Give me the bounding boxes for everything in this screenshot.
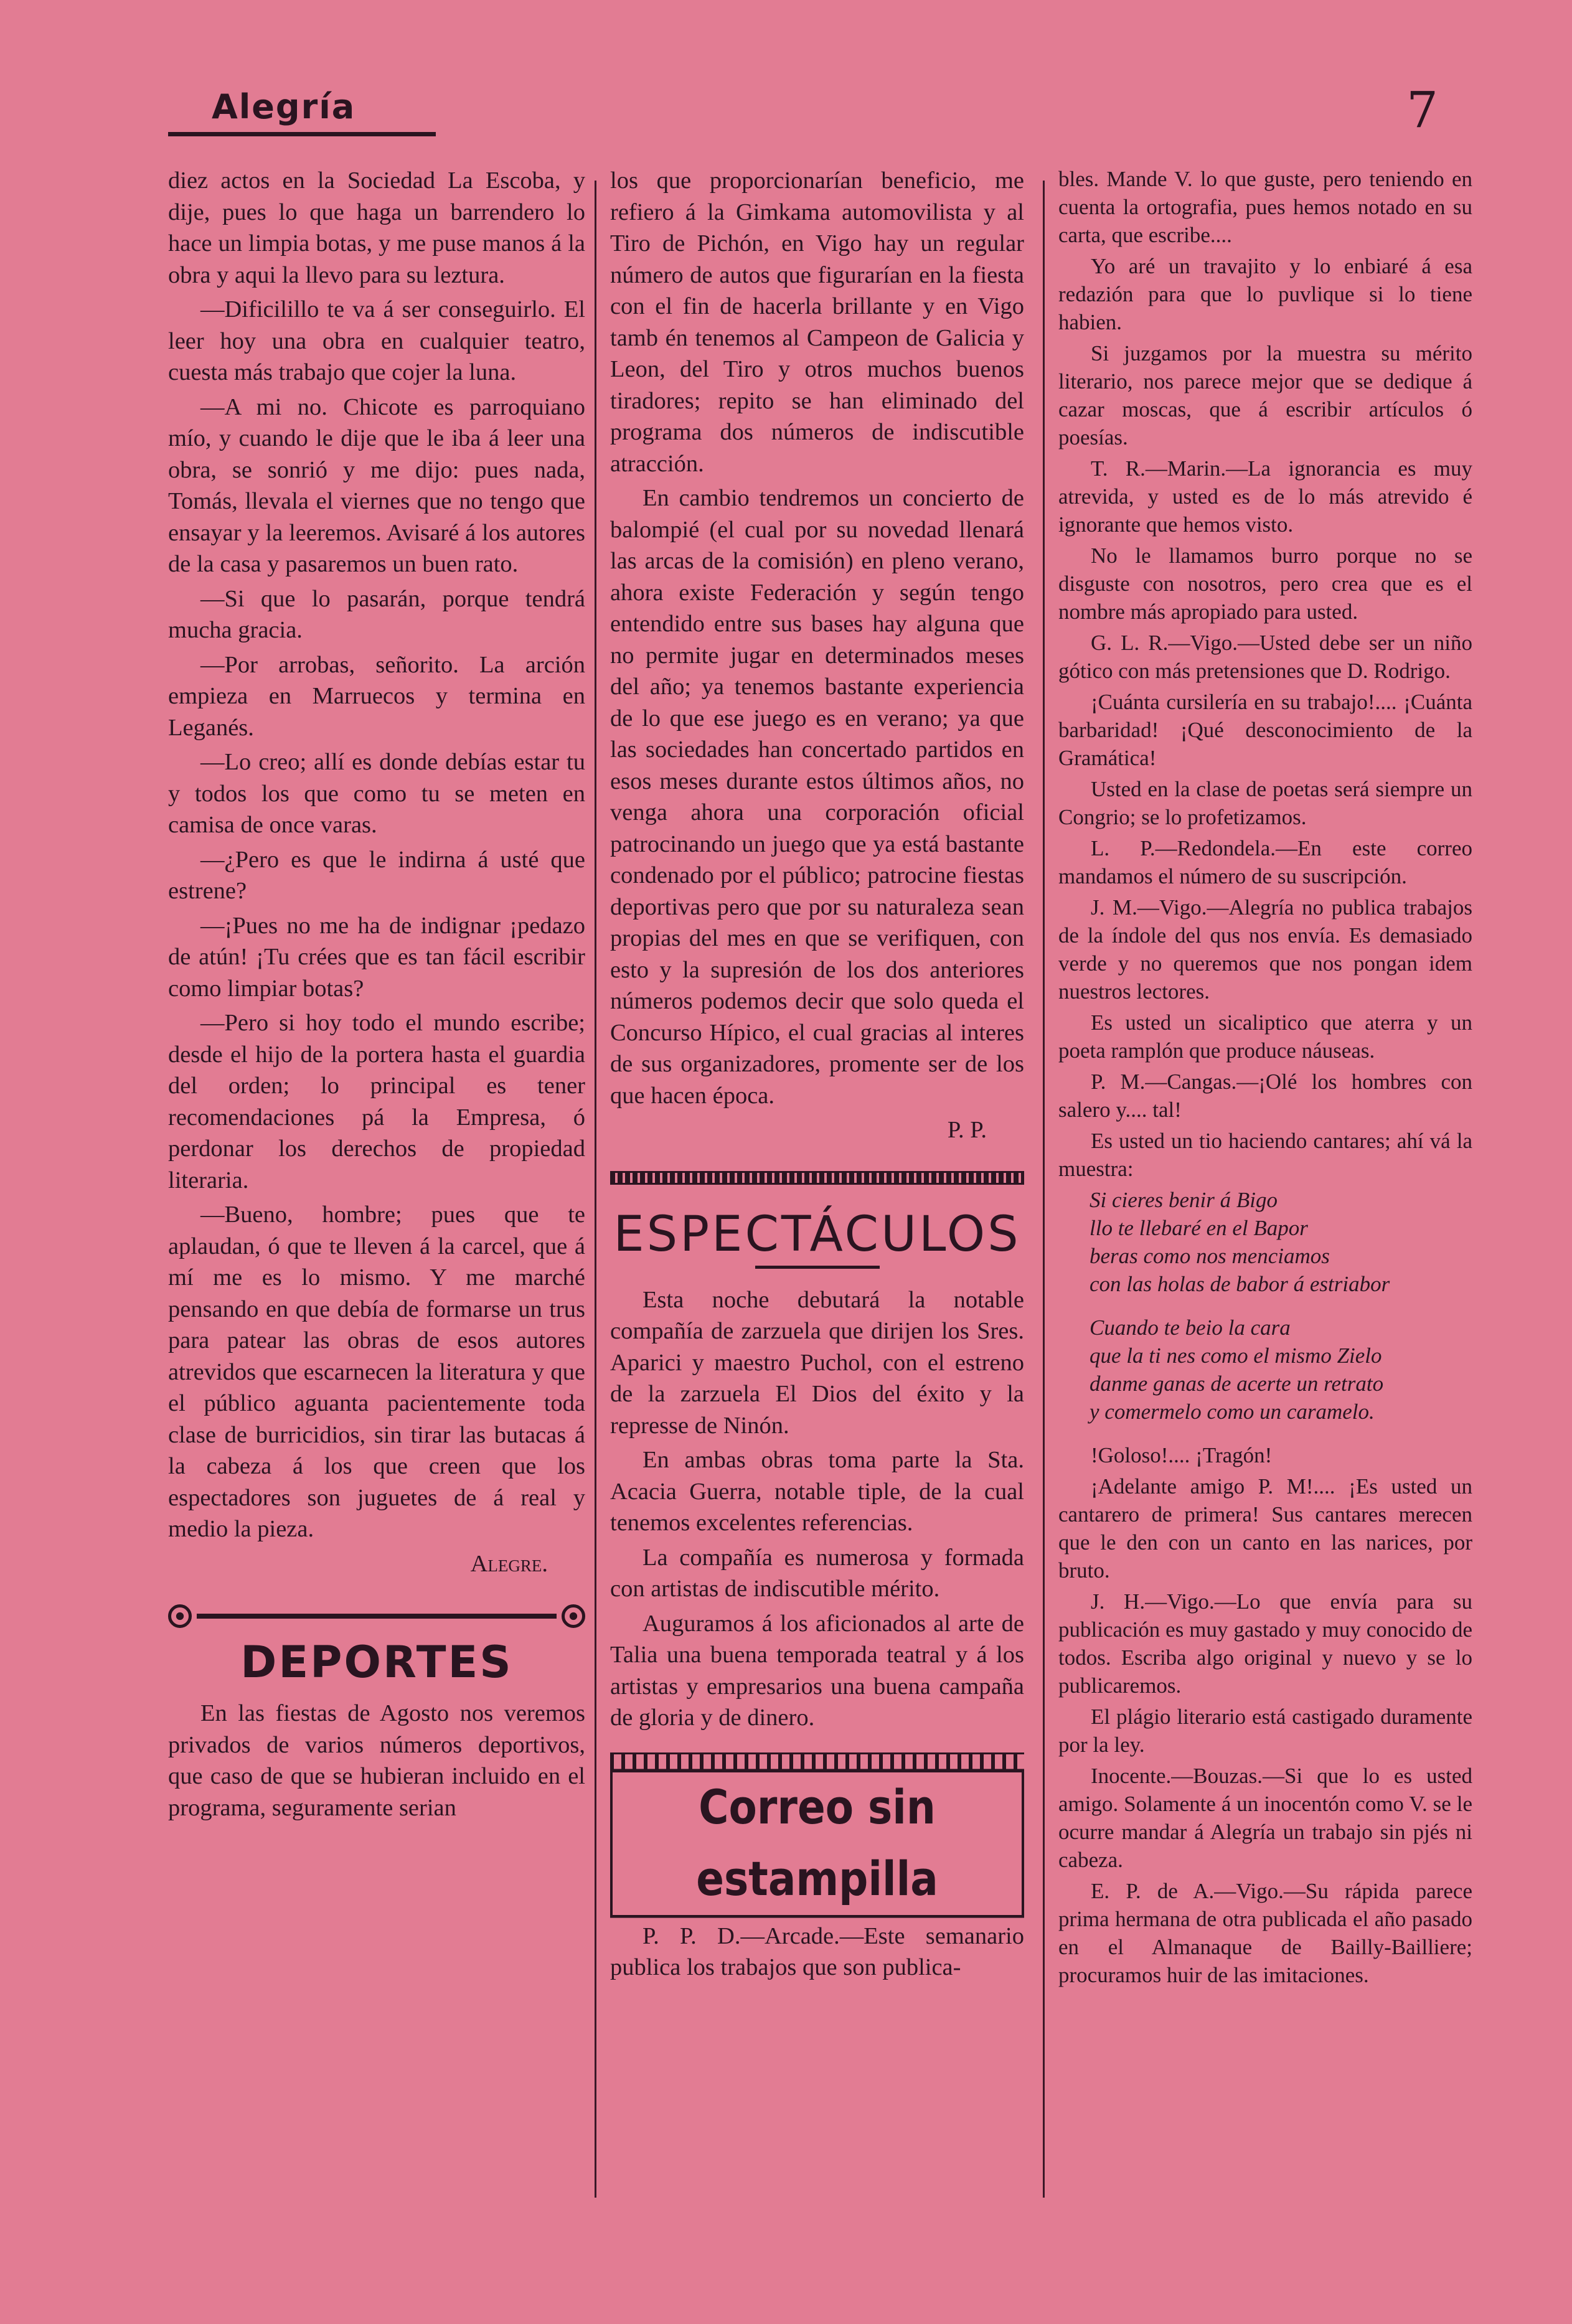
paragraph: Inocente.—Bouzas.—Si que lo es usted amigo. Solamente á un inocentón como V. se le ocurre mandar á Alegría un trabajo sin pjés ni cabeza.: [1058, 1764, 1472, 1872]
paragraph: —Dificilillo te va á ser conseguirlo. El leer hoy una obra en cualquier teatro, cuesta más trabajo que cojer la luna.: [168, 296, 585, 385]
paragraph: Esta noche debutará la notable compañía de zarzuela que dirijen los Sres. Aparici y maestro Puchol, con el estreno de la zarzuela El Dios del éxito y la represse de Ninón.: [610, 1286, 1024, 1439]
paragraph: En las fiestas de Agosto nos veremos privados de varios números deportivos, que caso de que se hubieran incluido en el programa, seguramente serian: [168, 1700, 585, 1821]
masthead-title: Alegría: [212, 87, 356, 126]
masthead-rule: [168, 132, 436, 136]
paragraph: Auguramos á los aficionados al arte de Talia una buena temporada teatral y á los artistas y empresarios una buena campaña de gloria y de dinero.: [610, 1610, 1024, 1731]
paragraph: En ambas obras toma parte la Sta. Acacia Guerra, notable tiple, de la cual tenemos excelentes referencias.: [610, 1447, 1024, 1536]
section-title-correo: Correo sin estampilla: [610, 1769, 1024, 1917]
paragraph: L. P.—Redondela.—En este correo mandamos el número de su suscripción.: [1058, 836, 1472, 888]
poem-line: llo te llebaré en el Bapor: [1090, 1216, 1308, 1240]
poem-line: Si cieres benir á Bigo: [1090, 1188, 1278, 1212]
column-3: [1058, 165, 1472, 2307]
paragraph: Es usted un sicaliptico que aterra y un poeta ramplón que produce náuseas.: [1058, 1010, 1472, 1063]
column-divider: [595, 181, 596, 2198]
paragraph: J. H.—Vigo.—Lo que envía para su publicación es muy gastado y muy conocido de todos. Escriba algo original y nuevo y se lo publicaremos.: [1058, 1589, 1472, 1698]
article-signature: Alegre.: [470, 1550, 548, 1577]
paragraph: La compañía es numerosa y formada con artistas de indiscutible mérito.: [610, 1544, 1024, 1602]
paragraph: ¡Adelante amigo P. M!.... ¡Es usted un cantarero de primera! Sus cantares merecen que le den con un canto en las narices, por bruto.: [1058, 1474, 1472, 1583]
poem-line: Cuando te beio la cara: [1090, 1315, 1291, 1340]
column-divider: [1043, 181, 1045, 2198]
paragraph: T. R.—Marin.—La ignorancia es muy atrevida, y usted es de lo más atrevido é ignorante que hemos visto.: [1058, 456, 1472, 537]
paragraph: G. L. R.—Vigo.—Usted debe ser un niño gótico con más pretensiones que D. Rodrigo.: [1058, 631, 1472, 683]
paragraph: —Bueno, hombre; pues que te aplaudan, ó que te lleven á la carcel, que á mí me es lo mismo. Y me marché pensando en que debía de formarse un trus para patear las obras de esos autores atrevidos que escarnecen la literatura y que el público aguanta pacientemente toda clase de burricidios, sin tirar las butacas á la cabeza á los que creen que los espectadores son juguetes de á real y medio la pieza.: [168, 1202, 585, 1542]
ornament-icon: [562, 1604, 585, 1628]
paragraph: —A mi no. Chicote es parroquiano mío, y cuando le dije que le iba á leer una obra, se sonrió y me dijo: pues nada, Tomás, llevala el viernes que no tengo que ensayar y la leeremos. Avisaré á los autores de la casa y pasaremos un buen rato.: [168, 393, 585, 577]
paragraph: P. P. D.—Arcade.—Este semanario publica los trabajos que son publica-: [610, 1922, 1024, 1980]
poem-line: beras como nos menciamos: [1090, 1244, 1330, 1268]
poem-line: y comermelo como un caramelo.: [1090, 1400, 1375, 1424]
paragraph: P. M.—Cangas.—¡Olé los hombres con salero y.... tal!: [1058, 1070, 1472, 1122]
rule-bar: [197, 1614, 557, 1619]
paragraph: Es usted un tio haciendo cantares; ahí vá la muestra:: [1058, 1129, 1472, 1181]
paragraph: ¡Cuánta cursilería en su trabajo!.... ¡Cuánta barbaridad! ¡Qué desconocimiento de la Gramática!: [1058, 690, 1472, 770]
poem-line: con las holas de babor á estriabor: [1090, 1272, 1390, 1296]
paragraph: J. M.—Vigo.—Alegría no publica trabajos de la índole del qus nos envía. Es demasiado verde y no queremos que nos pongan idem nuestros lectores.: [1058, 895, 1472, 1004]
paragraph: —Por arrobas, señorito. La arción empieza en Marruecos y termina en Leganés.: [168, 651, 585, 741]
paragraph: —¡Pues no me ha de indignar ¡pedazo de atún! ¡Tu crées que es tan fácil escribir como limpiar botas?: [168, 912, 585, 1002]
paragraph: los que proporcionarían beneficio, me refiero á la Gimkama automovilista y al Tiro de Pichón, en Vigo hay un regular número de autos que figurarían en la fiesta con el fin de hacerla brillante y en Vigo tamb én tenemos al Campeon de Galicia y Leon, del Tiro y otros muchos buenos tiradores; repito se han eliminado del programa dos números de indiscutible atracción.: [610, 167, 1024, 477]
paragraph: El plágio literario está castigado duramente por la ley.: [1058, 1705, 1472, 1757]
masthead: [168, 81, 1457, 139]
paragraph: —Pero si hoy todo el mundo escribe; desde el hijo de la portera hasta el guardia del orden; lo principal es tener recomendaciones pá la Empresa, ó perdonar los derechos de propiedad literaria.: [168, 1010, 585, 1193]
paragraph: E. P. de A.—Vigo.—Su rápida parece prima hermana de otra publicada el año pasado en el Almanaque de Bailly-Bailliere; procuramos huir de las imitaciones.: [1058, 1879, 1472, 1987]
ornamental-rule: [610, 1171, 1024, 1185]
ornament-icon: [168, 1604, 192, 1628]
paragraph: Si juzgamos por la muestra su mérito literario, nos parece mejor que se dedique á cazar moscas, que á escribir artículos ó poesías.: [1058, 341, 1472, 449]
page-number: 7: [1406, 81, 1438, 139]
article-signature: P. P.: [947, 1117, 987, 1143]
paragraph: Usted en la clase de poetas será siempre un Congrio; se lo profetizamos.: [1058, 777, 1472, 829]
column-1: [168, 165, 585, 2307]
title-underline: [755, 1266, 880, 1269]
poem-stanza: [1058, 1186, 1472, 1298]
section-title-deportes: DEPORTES: [240, 1637, 513, 1688]
paragraph: En cambio tendremos un concierto de balompié (el cual por su novedad llenará las arcas de la comisión) en pleno verano, ahora existe Federación y según tengo entendido entre sus bases hay alguna que no permite jugar en determinados meses del año; ya tenemos bastante experiencia de lo que ese juego es en verano; ya que las sociedades han concertado partidos en esos meses durante estos últimos años, no venga ahora una corporación oficial patrocinando un juego que ya está bastante condenado por el público; patrocine fiestas deportivas pero que por su naturaleza sean propias del mes en que se verifiquen, con esto y la supresión de los dos anteriores números podemos decir que solo queda el Concurso Hípico, el cual gracias al interes de sus organizadores, promente ser de los que hacen época.: [610, 485, 1024, 1109]
paragraph: !Goloso!.... ¡Tragón!: [1091, 1443, 1273, 1467]
section-title-espectaculos: ESPECTÁCULOS: [613, 1206, 1021, 1263]
paragraph: —¿Pero es que le indirna á usté que estrene?: [168, 846, 585, 904]
paragraph: Yo aré un travajito y lo enbiaré á esa redazión para que lo puvlique si lo tiene habien.: [1058, 254, 1472, 334]
poem-stanza: [1058, 1314, 1472, 1426]
poem-line: danme ganas de acerte un retrato: [1090, 1371, 1384, 1396]
paragraph: No le llamamos burro porque no se disguste con nosotros, pero crea que es el nombre más apropiado para usted.: [1058, 543, 1472, 624]
paragraph: diez actos en la Sociedad La Escoba, y dije, pues lo que haga un barrendero lo hace un limpia botas, y me puse manos á la obra y aqui la llevo para su leztura.: [168, 167, 585, 288]
paragraph: bles. Mande V. lo que guste, pero teniendo en cuenta la ortografia, pues hemos notado en su carta, que escribe....: [1058, 167, 1472, 247]
poem-line: que la ti nes como el mismo Zielo: [1090, 1343, 1382, 1368]
paragraph: —Si que lo pasarán, porque tendrá mucha gracia.: [168, 585, 585, 643]
column-2: [610, 165, 1024, 2307]
paragraph: —Lo creo; allí es donde debías estar tu y todos los que como tu se meten en camisa de once varas.: [168, 749, 585, 838]
ornamental-rule: [168, 1604, 585, 1628]
